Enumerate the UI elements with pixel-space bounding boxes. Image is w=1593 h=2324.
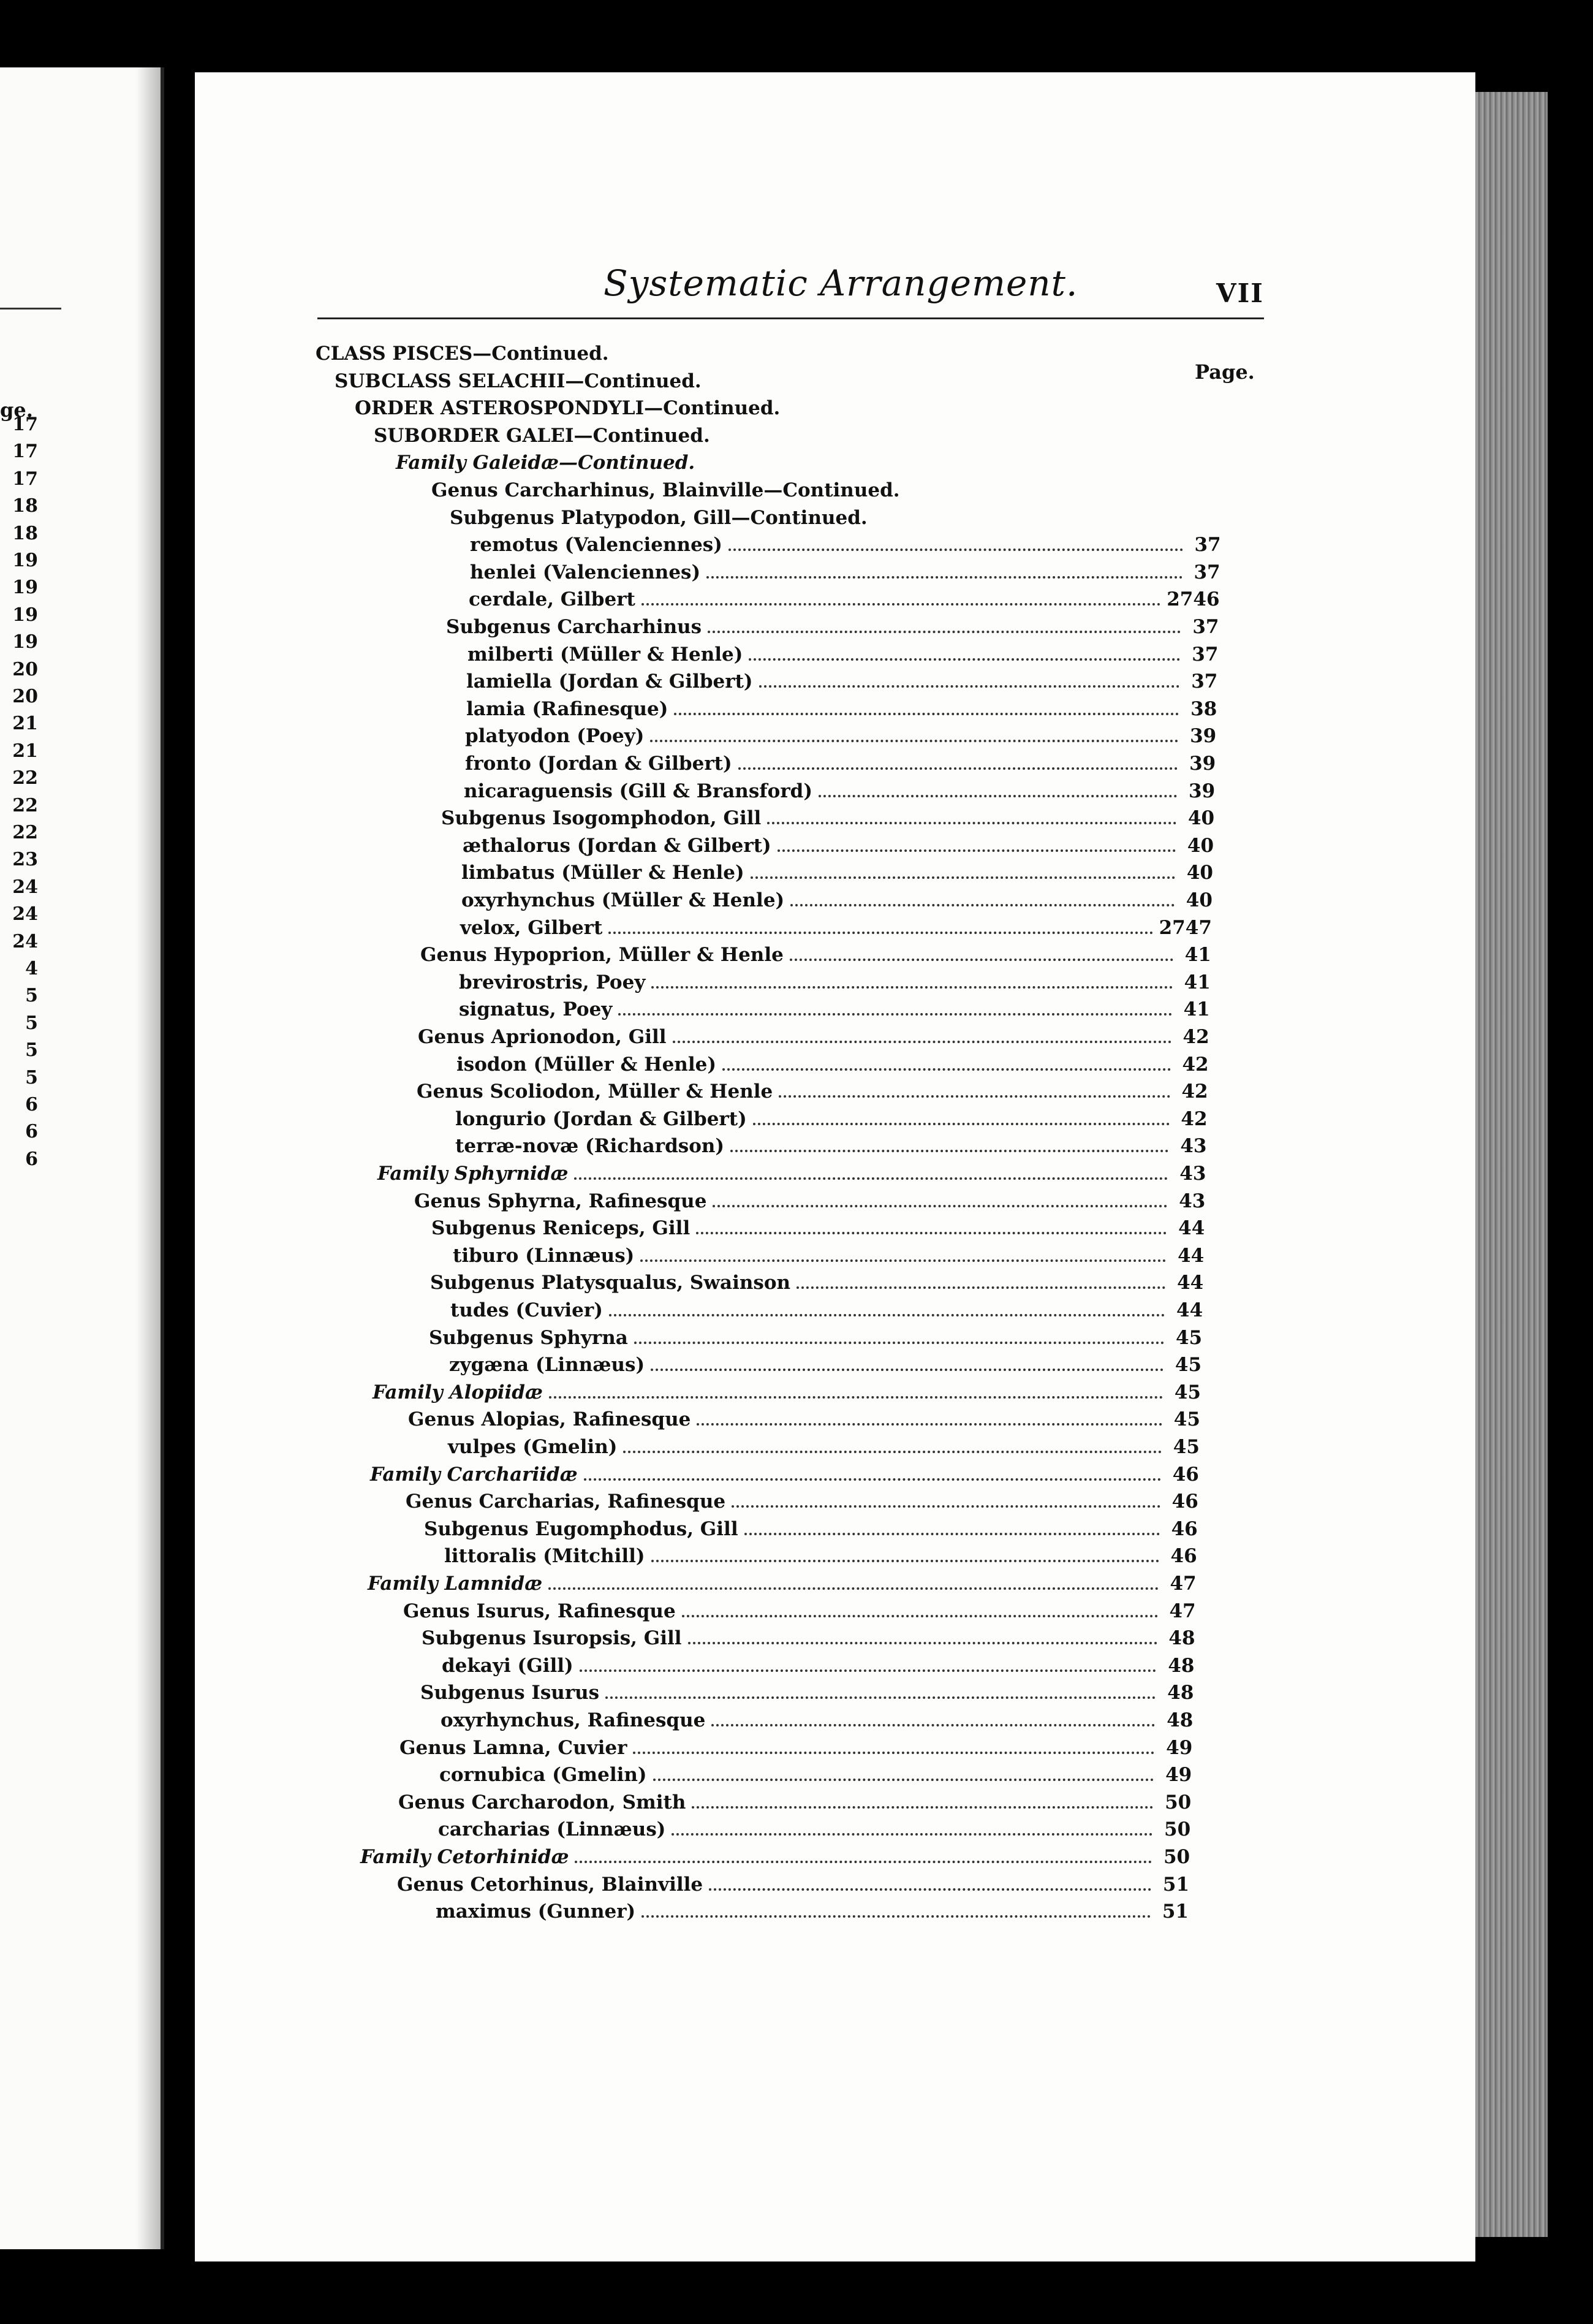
contents-entry <box>418 1028 1209 1047</box>
entry-name: cornubica (Gmelin) <box>439 1764 647 1787</box>
entry-name: lamia (Rafinesque) <box>466 697 668 720</box>
page-number: VII <box>1216 278 1264 308</box>
entry-name: cerdale, Gilbert <box>469 588 635 611</box>
leader-dots <box>732 1505 1160 1508</box>
contents-entry <box>403 1602 1196 1621</box>
leader-dots <box>634 1342 1164 1344</box>
entry-name: zygæna (Linnæus) <box>449 1354 645 1377</box>
contents-entry <box>461 891 1213 910</box>
contents-entry <box>455 1137 1206 1156</box>
facing-page-number: 19 <box>12 577 38 599</box>
entry-name: maximus (Gunner) <box>436 1901 636 1923</box>
entry-page-number: 40 <box>1186 889 1213 911</box>
header-rule <box>317 317 1264 319</box>
leader-dots <box>609 1314 1165 1316</box>
entry-page-number: 37 <box>1192 643 1219 666</box>
facing-page-number: 21 <box>12 740 38 762</box>
entry-name: Subgenus Sphyrna <box>429 1326 628 1349</box>
entry-name: Subgenus Isurus <box>420 1682 600 1704</box>
entry-page-number: 41 <box>1184 971 1211 993</box>
facing-page-number: 6 <box>25 1148 38 1170</box>
entry-name: SUBORDER GALEI—Continued. <box>374 424 710 447</box>
entry-name: Family Sphyrnidæ <box>377 1163 569 1185</box>
contents-entry <box>449 1356 1201 1375</box>
entry-name: Subgenus Carcharhinus <box>446 616 702 638</box>
facing-page-number: 5 <box>25 1066 38 1088</box>
facing-page-rule <box>0 308 61 309</box>
leader-dots <box>575 1861 1152 1863</box>
contents-entry <box>444 1547 1197 1566</box>
contents-entry <box>461 864 1213 883</box>
contents-entry <box>417 1082 1208 1101</box>
entry-name: Family Alopiidæ <box>373 1381 543 1403</box>
leader-dots <box>751 876 1175 879</box>
entry-name: Genus Scoliodon, Müller & Henle <box>417 1080 773 1103</box>
entry-name: Genus Carcharodon, Smith <box>398 1791 686 1813</box>
facing-page-column-label: ge. <box>0 398 33 422</box>
entry-page-number: 45 <box>1175 1326 1203 1349</box>
entry-page-number: 49 <box>1166 1736 1193 1759</box>
entry-name: longurio (Jordan & Gilbert) <box>455 1107 747 1130</box>
running-title: Systematic Arrangement. <box>604 262 1078 304</box>
entry-name: Family Galeidæ—Continued. <box>396 452 695 474</box>
entry-name: æthalorus (Jordan & Gilbert) <box>463 834 771 857</box>
contents-entry <box>438 1820 1190 1839</box>
entry-name: tiburo (Linnæus) <box>453 1244 635 1267</box>
leader-dots <box>778 849 1176 852</box>
entry-page-number: 48 <box>1168 1627 1195 1650</box>
page-column-label: Page. <box>1195 360 1255 384</box>
entry-page-number: 51 <box>1162 1873 1190 1896</box>
entry-page-number: 46 <box>1171 1517 1198 1540</box>
entry-page-number: 40 <box>1187 834 1214 857</box>
entry-name: signatus, Poey <box>459 998 613 1021</box>
leader-dots <box>641 603 1160 606</box>
contents-entry <box>470 536 1221 555</box>
entry-name: vulpes (Gmelin) <box>448 1436 618 1458</box>
leader-dots <box>709 1888 1151 1891</box>
leader-dots <box>633 1752 1154 1754</box>
entry-page-number: 39 <box>1189 780 1216 802</box>
contents-entry <box>431 1219 1205 1238</box>
entry-name: littoralis (Mitchill) <box>444 1545 645 1568</box>
leader-dots <box>711 1724 1155 1726</box>
entry-name: Genus Isurus, Rafinesque <box>403 1600 676 1622</box>
facing-page-number: 17 <box>12 414 38 435</box>
contents-entry <box>355 399 1213 418</box>
leader-dots <box>779 1095 1170 1098</box>
facing-page-number: 20 <box>12 658 38 680</box>
contents-entry <box>439 1766 1192 1785</box>
contents-entry <box>429 1326 1203 1349</box>
entry-page-number: 37 <box>1194 534 1221 556</box>
entry-page-number: 2747 <box>1159 916 1212 939</box>
entry-page-number: 39 <box>1189 753 1216 775</box>
entry-page-number: 45 <box>1173 1436 1200 1458</box>
entry-name: Genus Hypoprion, Müller & Henle <box>420 944 784 966</box>
contents-entry <box>396 454 1254 473</box>
entry-page-number: 46 <box>1172 1463 1199 1486</box>
entry-page-number: 41 <box>1184 944 1211 966</box>
contents-entry <box>463 834 1214 857</box>
leader-dots <box>584 1478 1161 1481</box>
leader-dots <box>623 1451 1161 1453</box>
leader-dots <box>713 1205 1167 1207</box>
leader-dots <box>790 959 1173 961</box>
entry-page-number: 38 <box>1190 697 1217 720</box>
contents-entry <box>465 727 1216 746</box>
facing-page-number: 19 <box>12 550 38 571</box>
entry-name: platyodon (Poey) <box>465 725 645 748</box>
contents-entry <box>460 916 1212 939</box>
entry-page-number: 44 <box>1176 1299 1203 1321</box>
leader-dots <box>706 576 1182 579</box>
facing-page-number: 19 <box>12 631 38 653</box>
contents-entry <box>414 1192 1205 1211</box>
entry-name: milberti (Müller & Henle) <box>467 643 743 666</box>
entry-name: Subgenus Eugomphodus, Gill <box>424 1517 738 1540</box>
contents-entry <box>420 1684 1194 1703</box>
contents-entry <box>466 672 1217 691</box>
facing-page-number: 24 <box>12 930 38 952</box>
leader-dots <box>790 904 1175 906</box>
entry-page-number: 47 <box>1170 1573 1197 1595</box>
entry-page-number: 46 <box>1170 1545 1197 1568</box>
entry-name: Genus Alopias, Rafinesque <box>408 1408 691 1431</box>
contents-entry <box>450 1301 1203 1320</box>
entry-page-number: 48 <box>1167 1709 1194 1731</box>
entry-name: Subgenus Platysqualus, Swainson <box>430 1272 791 1294</box>
entry-name: ORDER ASTEROSPONDYLI—Continued. <box>355 397 781 420</box>
contents-entry <box>424 1517 1198 1540</box>
facing-page-number: 5 <box>25 1039 38 1061</box>
facing-page-number: 22 <box>12 794 38 816</box>
facing-page-number: 18 <box>12 522 38 544</box>
contents-entry <box>467 645 1218 664</box>
contents-entry <box>316 344 1173 363</box>
entry-name: velox, Gilbert <box>460 916 603 939</box>
entry-page-number: 50 <box>1163 1846 1190 1868</box>
contents-entry <box>399 1736 1193 1759</box>
entry-page-number: 43 <box>1179 1163 1206 1185</box>
leader-dots <box>730 1150 1168 1152</box>
entry-page-number: 40 <box>1187 807 1215 830</box>
entry-name: Genus Lamna, Cuvier <box>399 1736 627 1759</box>
contents-entry <box>441 809 1214 828</box>
leader-dots <box>738 767 1178 770</box>
entry-name: Genus Carcharhinus, Blainville—Continued. <box>431 479 900 501</box>
facing-page-number: 17 <box>12 468 38 490</box>
entry-name: Genus Cetorhinus, Blainville <box>397 1873 703 1896</box>
leader-dots <box>673 1041 1171 1043</box>
contents-entry <box>466 697 1217 720</box>
entry-page-number: 51 <box>1162 1901 1189 1923</box>
entry-name: limbatus (Müller & Henle) <box>461 862 744 884</box>
entry-page-number: 46 <box>1171 1490 1198 1513</box>
leader-dots <box>688 1642 1157 1644</box>
leader-dots <box>651 1560 1159 1562</box>
leader-dots <box>641 1915 1151 1918</box>
entry-name: Family Carchariidæ <box>370 1463 578 1486</box>
entry-page-number: 42 <box>1181 1080 1208 1103</box>
facing-page-number: 18 <box>12 495 38 517</box>
entry-name: lamiella (Jordan & Gilbert) <box>466 670 753 693</box>
entry-page-number: 45 <box>1175 1354 1202 1377</box>
leader-dots <box>722 1068 1171 1071</box>
entry-name: dekayi (Gill) <box>442 1654 573 1677</box>
entry-page-number: 42 <box>1182 1026 1209 1048</box>
facing-page-number: 4 <box>25 958 38 979</box>
entry-page-number: 43 <box>1180 1135 1207 1158</box>
facing-page-number: 5 <box>25 985 38 1007</box>
entry-page-number: 37 <box>1191 670 1218 693</box>
entry-name: Family Cetorhinidæ <box>360 1846 569 1868</box>
contents-entry <box>377 1164 1206 1183</box>
facing-page <box>0 67 164 2249</box>
contents-entry <box>368 1574 1197 1593</box>
entry-name: brevirostris, Poey <box>459 971 646 993</box>
entry-page-number: 37 <box>1192 616 1219 638</box>
entry-page-number: 48 <box>1167 1682 1194 1704</box>
leader-dots <box>549 1396 1163 1399</box>
leader-dots <box>692 1806 1153 1809</box>
leader-dots <box>640 1259 1166 1262</box>
entry-page-number: 45 <box>1173 1408 1200 1431</box>
entry-page-number: 44 <box>1178 1244 1205 1267</box>
contents-entry <box>465 754 1216 773</box>
contents-entry <box>464 782 1215 801</box>
facing-page-number: 5 <box>25 1012 38 1034</box>
leader-dots <box>650 740 1178 742</box>
facing-page-number: 19 <box>12 604 38 626</box>
entry-name: nicaraguensis (Gill & Bransford) <box>464 780 812 802</box>
entry-name: carcharias (Linnæus) <box>438 1818 666 1841</box>
entry-page-number: 49 <box>1165 1764 1192 1787</box>
entry-name: fronto (Jordan & Gilbert) <box>465 753 732 775</box>
entry-name: CLASS PISCES—Continued. <box>316 343 609 365</box>
entry-page-number: 45 <box>1174 1381 1201 1403</box>
entry-page-number: 2746 <box>1167 588 1220 611</box>
entry-name: oxyrhynchus, Rafinesque <box>441 1709 706 1731</box>
entry-name: Subgenus Isuropsis, Gill <box>422 1627 682 1650</box>
leader-dots <box>728 549 1183 551</box>
contents-entry <box>456 1055 1209 1074</box>
contents-entry <box>422 1629 1195 1648</box>
contents-entry <box>420 946 1211 965</box>
contents-entry <box>470 563 1220 582</box>
contents-entry <box>397 1875 1189 1894</box>
entry-page-number: 50 <box>1164 1818 1191 1841</box>
page-edges <box>1475 92 1548 2237</box>
entry-page-number: 39 <box>1190 725 1217 748</box>
contents-entry <box>441 1711 1193 1730</box>
entry-name: Subgenus Platypodon, Gill—Continued. <box>450 506 868 529</box>
entry-name: Genus Sphyrna, Rafinesque <box>414 1190 707 1212</box>
contents-entry <box>406 1492 1198 1511</box>
leader-dots <box>548 1587 1159 1590</box>
contents-entry <box>370 1465 1199 1484</box>
facing-page-number: 6 <box>25 1121 38 1143</box>
leader-dots <box>618 1013 1171 1016</box>
gutter-shadow <box>136 67 161 2249</box>
entry-page-number: 37 <box>1194 561 1220 583</box>
entry-name: SUBCLASS SELACHII—Continued. <box>335 370 702 392</box>
contents-entry <box>430 1274 1203 1293</box>
contents-entry <box>459 973 1211 992</box>
entry-name: Genus Aprionodon, Gill <box>418 1026 667 1048</box>
entry-page-number: 41 <box>1183 998 1210 1021</box>
contents-entry <box>373 1383 1201 1402</box>
entry-name: oxyrhynchus (Müller & Henle) <box>461 889 785 911</box>
contents-entry <box>469 590 1220 609</box>
facing-page-number: 22 <box>12 767 38 789</box>
entry-name: henlei (Valenciennes) <box>470 561 701 583</box>
entry-page-number: 40 <box>1186 862 1213 884</box>
entry-page-number: 48 <box>1168 1654 1195 1677</box>
entry-name: Family Lamnidæ <box>368 1573 543 1595</box>
entry-page-number: 42 <box>1181 1107 1208 1130</box>
facing-page-number: 21 <box>12 713 38 735</box>
entry-name: terræ-novæ (Richardson) <box>455 1135 725 1158</box>
facing-page-number: 6 <box>25 1094 38 1115</box>
leader-dots <box>767 822 1176 824</box>
leader-dots <box>819 795 1177 797</box>
leader-dots <box>696 1232 1167 1234</box>
entry-page-number: 44 <box>1178 1217 1205 1240</box>
leader-dots <box>759 685 1180 688</box>
leader-dots <box>574 1177 1168 1180</box>
entry-name: Genus Carcharias, Rafinesque <box>406 1490 726 1513</box>
contents-entry <box>335 372 1192 391</box>
contents-entry <box>442 1654 1195 1677</box>
contents-entry <box>408 1410 1200 1429</box>
contents-entry <box>446 618 1219 637</box>
contents-entry <box>398 1793 1191 1812</box>
entry-page-number: 42 <box>1182 1053 1209 1076</box>
leader-dots <box>753 1123 1170 1125</box>
leader-dots <box>796 1286 1165 1289</box>
leader-dots <box>653 1779 1154 1781</box>
entry-name: tudes (Cuvier) <box>450 1299 603 1321</box>
contents-entry <box>459 1000 1210 1019</box>
contents-entry <box>453 1244 1205 1267</box>
entry-page-number: 44 <box>1177 1272 1204 1294</box>
contents-entry <box>450 506 1307 529</box>
entry-name: remotus (Valenciennes) <box>470 534 722 556</box>
contents-entry <box>360 1848 1190 1867</box>
facing-page-number: 23 <box>12 849 38 871</box>
leader-dots <box>674 713 1179 715</box>
entry-name: isodon (Müller & Henle) <box>456 1053 717 1076</box>
contents-entry <box>455 1107 1208 1130</box>
facing-page-number: 17 <box>12 441 38 463</box>
leader-dots <box>651 986 1172 989</box>
entry-page-number: 47 <box>1169 1600 1196 1622</box>
leader-dots <box>749 658 1180 661</box>
contents-entry <box>436 1902 1189 1921</box>
leader-dots <box>744 1533 1160 1535</box>
contents-entry <box>431 481 1289 500</box>
contents-entry <box>448 1438 1200 1457</box>
leader-dots <box>605 1696 1156 1699</box>
facing-page-number: 24 <box>12 903 38 925</box>
entry-page-number: 50 <box>1165 1791 1192 1813</box>
leader-dots <box>682 1615 1158 1617</box>
facing-page-number: 20 <box>12 686 38 707</box>
leader-dots <box>580 1669 1157 1672</box>
entry-name: Subgenus Isogomphodon, Gill <box>441 807 762 830</box>
leader-dots <box>708 631 1181 633</box>
contents-entry <box>374 424 1232 447</box>
facing-page-number: 22 <box>12 822 38 843</box>
entry-page-number: 43 <box>1179 1190 1206 1212</box>
entry-name: Subgenus Reniceps, Gill <box>431 1217 691 1240</box>
leader-dots <box>697 1423 1162 1426</box>
leader-dots <box>672 1833 1152 1836</box>
facing-page-number: 24 <box>12 876 38 898</box>
leader-dots <box>608 932 1152 934</box>
leader-dots <box>651 1369 1164 1371</box>
